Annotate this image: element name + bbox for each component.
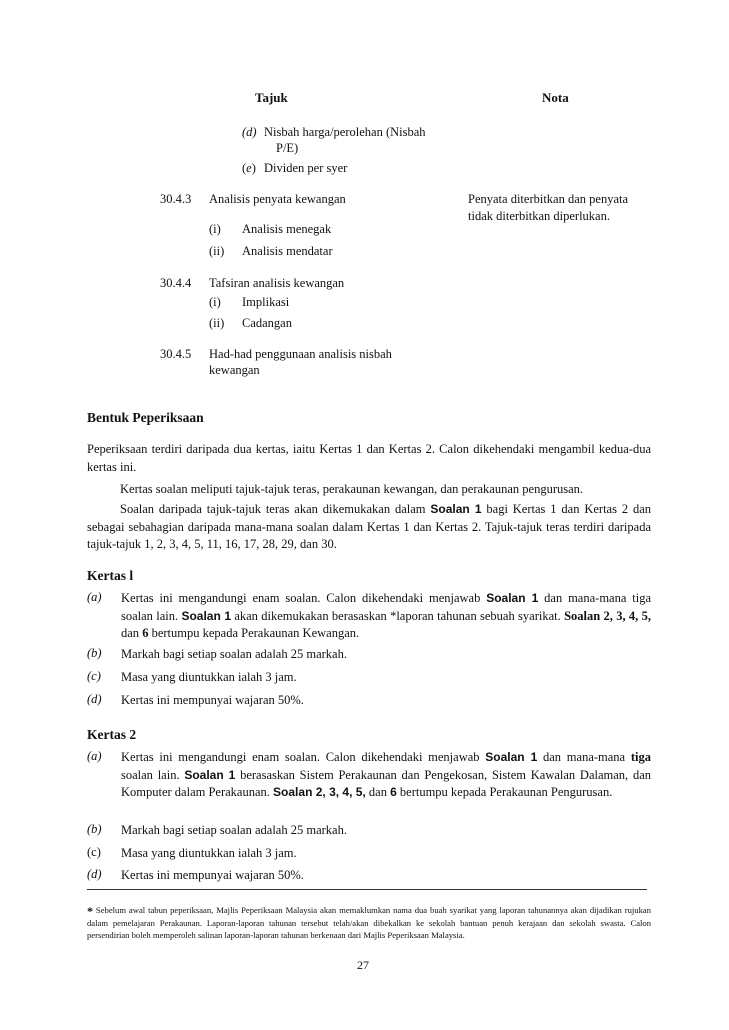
item-text: Markah bagi setiap soalan adalah 25 markah. xyxy=(121,647,347,661)
item-label: (b) xyxy=(87,646,102,660)
sub-text: Analisis menegak xyxy=(242,222,332,236)
paragraph: Peperiksaan terdiri daripada dua kertas, iaitu Kertas 1 dan Kertas 2. Calon dikehendaki mengambil kedua-dua kertas ini. xyxy=(87,442,651,474)
item-label: (a) xyxy=(87,590,102,604)
topic-note-line: tidak diterbitkan diperlukan. xyxy=(468,209,610,223)
section-title-kertas2: Kertas 2 xyxy=(87,727,137,742)
footnote-star: * xyxy=(87,904,93,918)
sub-text: Implikasi xyxy=(242,295,290,309)
item-label: (b) xyxy=(87,822,102,836)
item-e-label: (e) xyxy=(242,161,256,175)
item-e-text: Dividen per syer xyxy=(264,161,348,175)
footnote-text: Sebelum awal tabun peperiksaan, Majlis Peperiksaan Malaysia akan memaklumkan nama dua buah syarikat yang laporan tahunannya akan dijadikan rujukan dalam pemelajaran Perakaunan. Laporan-laporan tahunan tersebut telah/akan dibekalkan ke sekolah bantuan penuh kerajaan dan sekolah swasta. Calon persendirian boleh memperoleh salinan laporan-laporan tahunan berkenaan dari Majlis Peperiksaan Malaysia. xyxy=(87,905,651,940)
section-title-kertas1: Kertas l xyxy=(87,568,134,583)
topic-title: Tafsiran analisis kewangan xyxy=(209,276,345,290)
section-title-bentuk: Bentuk Peperiksaan xyxy=(87,410,204,425)
header-tajuk: Tajuk xyxy=(255,90,288,105)
page-number: 27 xyxy=(357,958,369,972)
item-text: Masa yang diuntukkan ialah 3 jam. xyxy=(121,670,297,684)
topic-num: 30.4.5 xyxy=(160,347,192,361)
paragraph: Soalan daripada tajuk-tajuk teras akan dikemukakan dalam Soalan 1 bagi Kertas 1 dan Kertas 2 dan sebagai sebahagian daripada mana-mana soalan dalam Kertas 1 dan Kertas 2. Tajuk-tajuk teras terdiri daripada tajuk-tajuk 1, 2, 3, 4, 5, 11, 16, 17, 28, 29, dan 30. xyxy=(87,502,651,551)
sub-text: Cadangan xyxy=(242,316,292,330)
footnote xyxy=(87,904,651,941)
topic-num: 30.4.4 xyxy=(160,276,192,290)
topic-title: Analisis penyata kewangan xyxy=(209,192,346,206)
topic-title-2: kewangan xyxy=(209,363,260,377)
sub-roman: (ii) xyxy=(209,316,225,330)
item-label: (c) xyxy=(87,845,101,859)
item-d-text-2: P/E) xyxy=(276,141,299,155)
topic-note-line: Penyata diterbitkan dan penyata xyxy=(468,192,629,206)
sub-roman: (ii) xyxy=(209,244,225,258)
topic-title: Had-had penggunaan analisis nisbah xyxy=(209,347,392,361)
sub-roman: (i) xyxy=(209,222,221,236)
item-text: Kertas ini mempunyai wajaran 50%. xyxy=(121,868,304,882)
header-nota: Nota xyxy=(542,90,569,105)
item-label: (a) xyxy=(87,749,102,763)
sub-roman: (i) xyxy=(209,295,221,309)
item-text: Markah bagi setiap soalan adalah 25 markah. xyxy=(121,823,347,837)
footnote-divider xyxy=(87,889,647,890)
item-d-text: Nisbah harga/perolehan (Nisbah xyxy=(264,125,426,139)
item-text: Kertas ini mengandungi enam soalan. Calon dikehendaki menjawab Soalan 1 dan mana-mana tiga soalan lain. Soalan 1 berasaskan Sistem Perakaunan dan Pengekosan, Sistem Kawalan Dalaman, dan Komputer dalam Perakaunan. Soalan 2, 3, 4, 5, dan 6 bertumpu kepada Perakaunan Pengurusan. xyxy=(121,750,651,799)
item-d-label: (d) xyxy=(242,125,257,139)
item-label: (d) xyxy=(87,692,102,706)
topic-num: 30.4.3 xyxy=(160,192,192,206)
item-text: Masa yang diuntukkan ialah 3 jam. xyxy=(121,846,297,860)
paragraph: Kertas soalan meliputi tajuk-tajuk teras, perakaunan kewangan, dan perakaunan pengurusan. xyxy=(120,482,584,496)
item-text: Kertas ini mengandungi enam soalan. Calon dikehendaki menjawab Soalan 1 dan mana-mana tiga soalan lain. Soalan 1 akan dikemukakan berasaskan *laporan tahunan sebuah syarikat. Soalan 2, 3, 4, 5, dan 6 bertumpu kepada Perakaunan Kewangan. xyxy=(121,591,651,640)
item-label: (d) xyxy=(87,867,102,881)
sub-text: Analisis mendatar xyxy=(242,244,333,258)
item-label: (c) xyxy=(87,669,101,683)
item-text: Kertas ini mempunyai wajaran 50%. xyxy=(121,693,304,707)
